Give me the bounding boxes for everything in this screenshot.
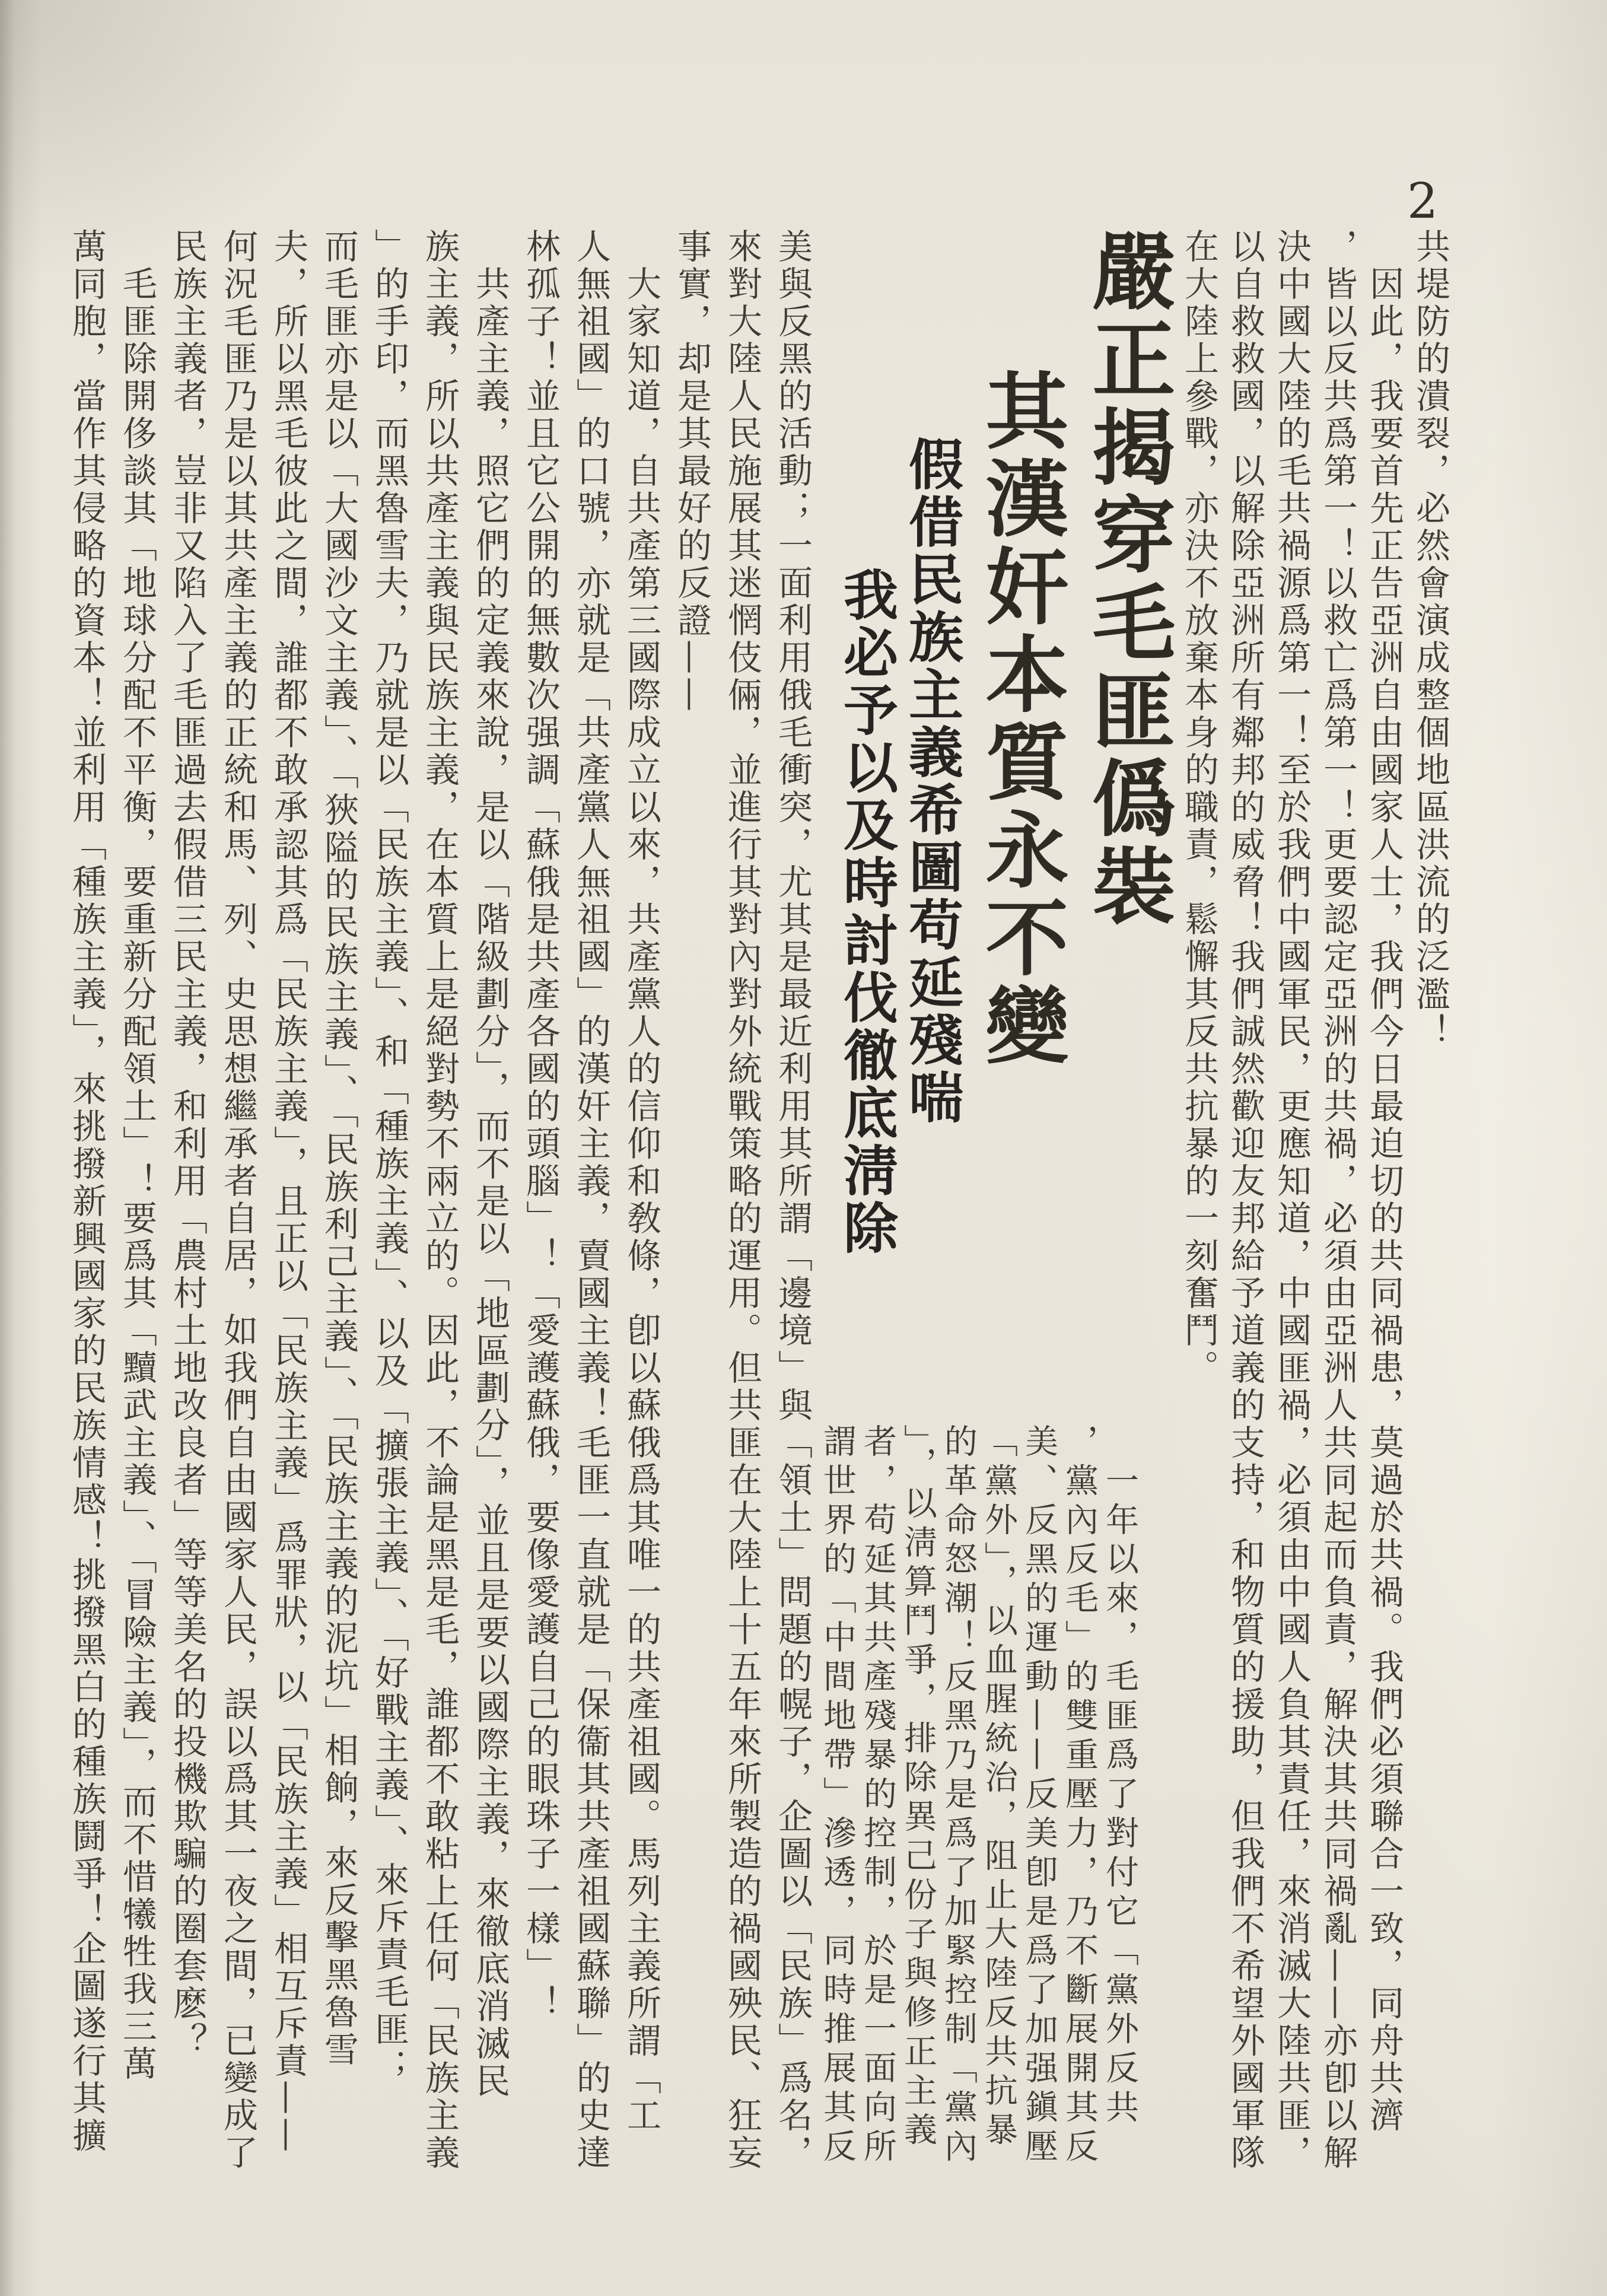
article-opening-columns bbox=[804, 1424, 1139, 2222]
previous-article-columns bbox=[1163, 228, 1450, 2222]
text-column: 「黨外」，以血腥統治，阻止大陸反共抗暴 bbox=[979, 1424, 1018, 2151]
text-column: 美、反黑的運動——反美卽是爲了加强鎭壓 bbox=[1020, 1424, 1058, 2168]
text-column: 者，苟延其共產殘暴的控制，於是一面向所 bbox=[858, 1424, 897, 2168]
text-column: 人無祖國」的口號，亦就是「共產黨人無祖國」的漢奸主義，賣國主義！毛匪一直就是「保衞其共產祖國蘇聯」的史達 bbox=[571, 228, 611, 2172]
text-column: 在大陸上參戰，亦決不放棄本身的職責，鬆懈其反共抗暴的一刻奮鬥。 bbox=[1179, 228, 1219, 1387]
headline-subtitle-line-2: 我必予以及時討伐徹底淸除 bbox=[835, 567, 898, 1257]
article-body-columns bbox=[33, 228, 813, 2222]
text-column: ，黨內反毛」的雙重壓力，乃不斷展開其反 bbox=[1060, 1424, 1099, 2168]
text-column: ，皆以反共爲第一！以救亡爲第一！更要認定亞洲的共禍，必須由亞洲人共同起而負責，解決其共同禍亂——亦卽以解 bbox=[1318, 228, 1358, 2172]
headline-subtitle-line-1: 假借民族主義希圖苟延殘喘 bbox=[900, 436, 963, 1127]
text-column: 族主義，所以共產主義與民族主義，在本質上是絕對勢不兩立的。因此，不論是黑是毛，誰都不敢粘上任何「民族主義 bbox=[419, 228, 460, 2172]
text-column: 的革命怒潮！反黑乃是爲了加緊控制「黨內 bbox=[939, 1424, 978, 2168]
text-column: 謂世界的「中間地帶」滲透，同時推展其反 bbox=[818, 1424, 857, 2168]
text-column: 萬同胞，當作其侵略的資本！並利用「種族主義」，來挑撥新興國家的民族情感！挑撥黑白的種族鬪爭！企圖遂行其擴 bbox=[66, 228, 107, 2155]
text-column: 美與反黑的活動；一面利用俄毛衝突，尤其是最近利用其所謂「邊境」與「領土」問題的幌子，企圖以「民族」爲名， bbox=[772, 228, 813, 2172]
text-column: 共產主義，照它們的定義來說，是以「階級劃分」，而不是以「地區劃分」，並且是要以國際主義，來徹底消滅民 bbox=[470, 228, 510, 2100]
text-column: 」，以淸算鬥爭，排除異己份子與修正主義 bbox=[899, 1424, 937, 2151]
text-column: 一年以來，毛匪爲了對付它「黨外反共 bbox=[1100, 1424, 1139, 2129]
text-column: 夫，所以黑毛彼此之間，誰都不敢承認其爲「民族主義」，且正以「民族主義」爲罪狀，以「民族主義」相互斥責—— bbox=[268, 228, 308, 2155]
text-column: 」的手印，而黑魯雪夫，乃就是以「民族主義」、和「種族主義」、以及「擴張主義」、「好戰主義」、來斥責毛匪； bbox=[369, 228, 409, 2086]
article-headline bbox=[830, 228, 1175, 1296]
text-column: 事實，却是其最好的反證—— bbox=[672, 228, 712, 714]
text-column: 何況毛匪乃是以其共產主義的正統和馬、列、史思想繼承者自居，如我們自由國家人民，誤以爲其一夜之間，已變成了 bbox=[218, 228, 258, 2172]
text-column: 決中國大陸的毛共禍源爲第一！至於我們中國軍民，更應知道，中國匪禍，必須由中國人負其責任，來消滅大陸共匪， bbox=[1271, 228, 1312, 2172]
page-number: 2 bbox=[1407, 173, 1439, 230]
text-column: 大家知道，自共產第三國際成立以來，共產黨人的信仰和敎條，卽以蘇俄爲其唯一的共產祖國。馬列主義所謂「工 bbox=[621, 228, 661, 2135]
text-column: 毛匪除開侈談其「地球分配不平衡，要重新分配領土」！要爲其「黷武主義」、「冒險主義」，而不惜犧牲我三萬 bbox=[117, 228, 157, 2083]
text-column: 以自救救國，以解除亞洲所有鄰邦的威脅！我們誠然歡迎友邦給予道義的支持，和物質的援助，但我們不希望外國軍隊 bbox=[1225, 228, 1265, 2172]
text-column: 林孤子！並且它公開的無數次强調「蘇俄是共產各國的頭腦」！「愛護蘇俄，要像愛護自己的眼珠子一樣」！ bbox=[520, 228, 561, 2022]
headline-title-line-1: 嚴正揭穿毛匪僞裝 bbox=[1078, 228, 1176, 931]
text-column: 共堤防的潰裂，必然會演成整個地區洪流的泛濫！ bbox=[1410, 228, 1450, 1051]
headline-title-line-2: 其漢奸本質永不變 bbox=[972, 368, 1069, 1070]
text-column: 因此，我要首先正告亞洲自由國家人士，我們今日最迫切的共同禍患，莫過於共禍。我們必須聯合一致，同舟共濟 bbox=[1364, 228, 1404, 2135]
text-column: 民族主義者，豈非又陷入了毛匪過去假借三民主義，和利用「農村土地改良者」等等美名的投機欺騙的圈套麽？ bbox=[167, 228, 208, 2060]
text-column: 而毛匪亦是以「大國沙文主義」、「狹隘的民族主義」、「民族利己主義」、「民族主義的泥坑」相餉，來反擊黑魯雪 bbox=[319, 228, 359, 2069]
text-column: 來對大陸人民施展其迷惘伎倆，並進行其對內對外統戰策略的運用。但共匪在大陸上十五年來所製造的禍國殃民、狂妄 bbox=[722, 228, 762, 2172]
